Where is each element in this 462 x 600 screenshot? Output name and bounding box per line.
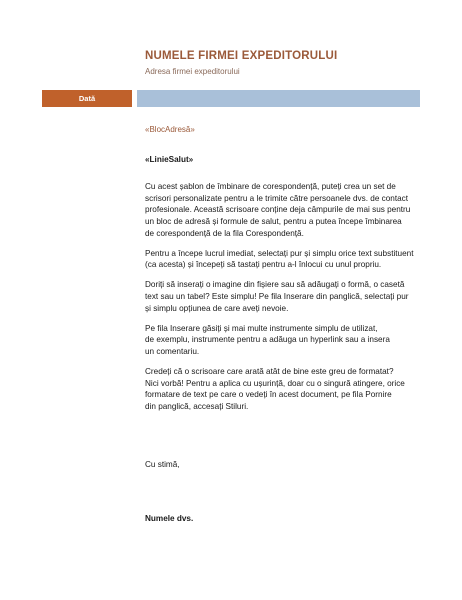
paragraph-line: Doriți să inserați o imagine din fișiere sau să adăugați o formă, o casetă [145,280,405,290]
signature-name[interactable]: Numele dvs. [145,514,194,523]
letter-body [145,124,425,421]
paragraph-1[interactable] [145,181,425,239]
paragraph-line: de exemplu, instrumente pentru a adăuga un hyperlink sau a insera [145,335,390,345]
paragraph-3[interactable] [145,279,425,314]
paragraph-2[interactable] [145,248,425,271]
paragraph-line: Cu acest șablon de îmbinare de corespondență, puteți crea un set de [145,182,396,192]
paragraph-line: (ca acesta) și începeți să tastați pentru a-l înlocui cu unul propriu. [145,260,382,270]
paragraph-line: text sau un tabel? Este simplu! Pe fila Inserare din panglică, selectați pur [145,291,409,301]
greeting-line-field[interactable]: «LinieSalut» [145,154,194,164]
paragraph-5[interactable] [145,366,425,412]
paragraph-line: și simplu opțiunea de care aveți nevoie. [145,303,289,313]
company-address[interactable]: Adresa firmei expeditorului [145,67,240,76]
header-accent-bar [137,90,420,107]
paragraph-line: din panglică, accesați Stiluri. [145,401,249,411]
paragraph-line: Credeți că o scrisoare care arată atât de bine este greu de formatat? [145,366,394,376]
paragraph-line: de corespondență de la fila Corespondență. [145,228,304,238]
paragraph-line: Pentru a începe lucrul imediat, selectați pur și simplu orice text substituent [145,248,414,258]
address-block-field[interactable]: «BlocAdresă» [145,125,195,134]
paragraph-4[interactable] [145,323,425,358]
paragraph-line: un bloc de adresă și formule de salut, pentru a putea începe îmbinarea [145,216,402,226]
closing-line[interactable]: Cu stimă, [145,460,180,469]
company-name[interactable]: NUMELE FIRMEI EXPEDITORULUI [145,50,338,62]
paragraph-line: scrisori personalizate pentru a le trimite către persoanele dvs. de contact [145,193,409,203]
paragraph-line: formatare de text pe care o vedeți în acest document, pe fila Pornire [145,390,392,400]
date-field[interactable]: Dată [42,90,132,107]
paragraph-line: un comentariu. [145,346,200,356]
paragraph-line: profesionale. Această scrisoare conține deja câmpurile de mai sus pentru [145,205,411,215]
paragraph-line: Nici vorbă! Pentru a aplica cu ușurință, doar cu o singură atingere, orice [145,378,405,388]
paragraph-line: Pe fila Inserare găsiți și mai multe instrumente simplu de utilizat, [145,323,378,333]
